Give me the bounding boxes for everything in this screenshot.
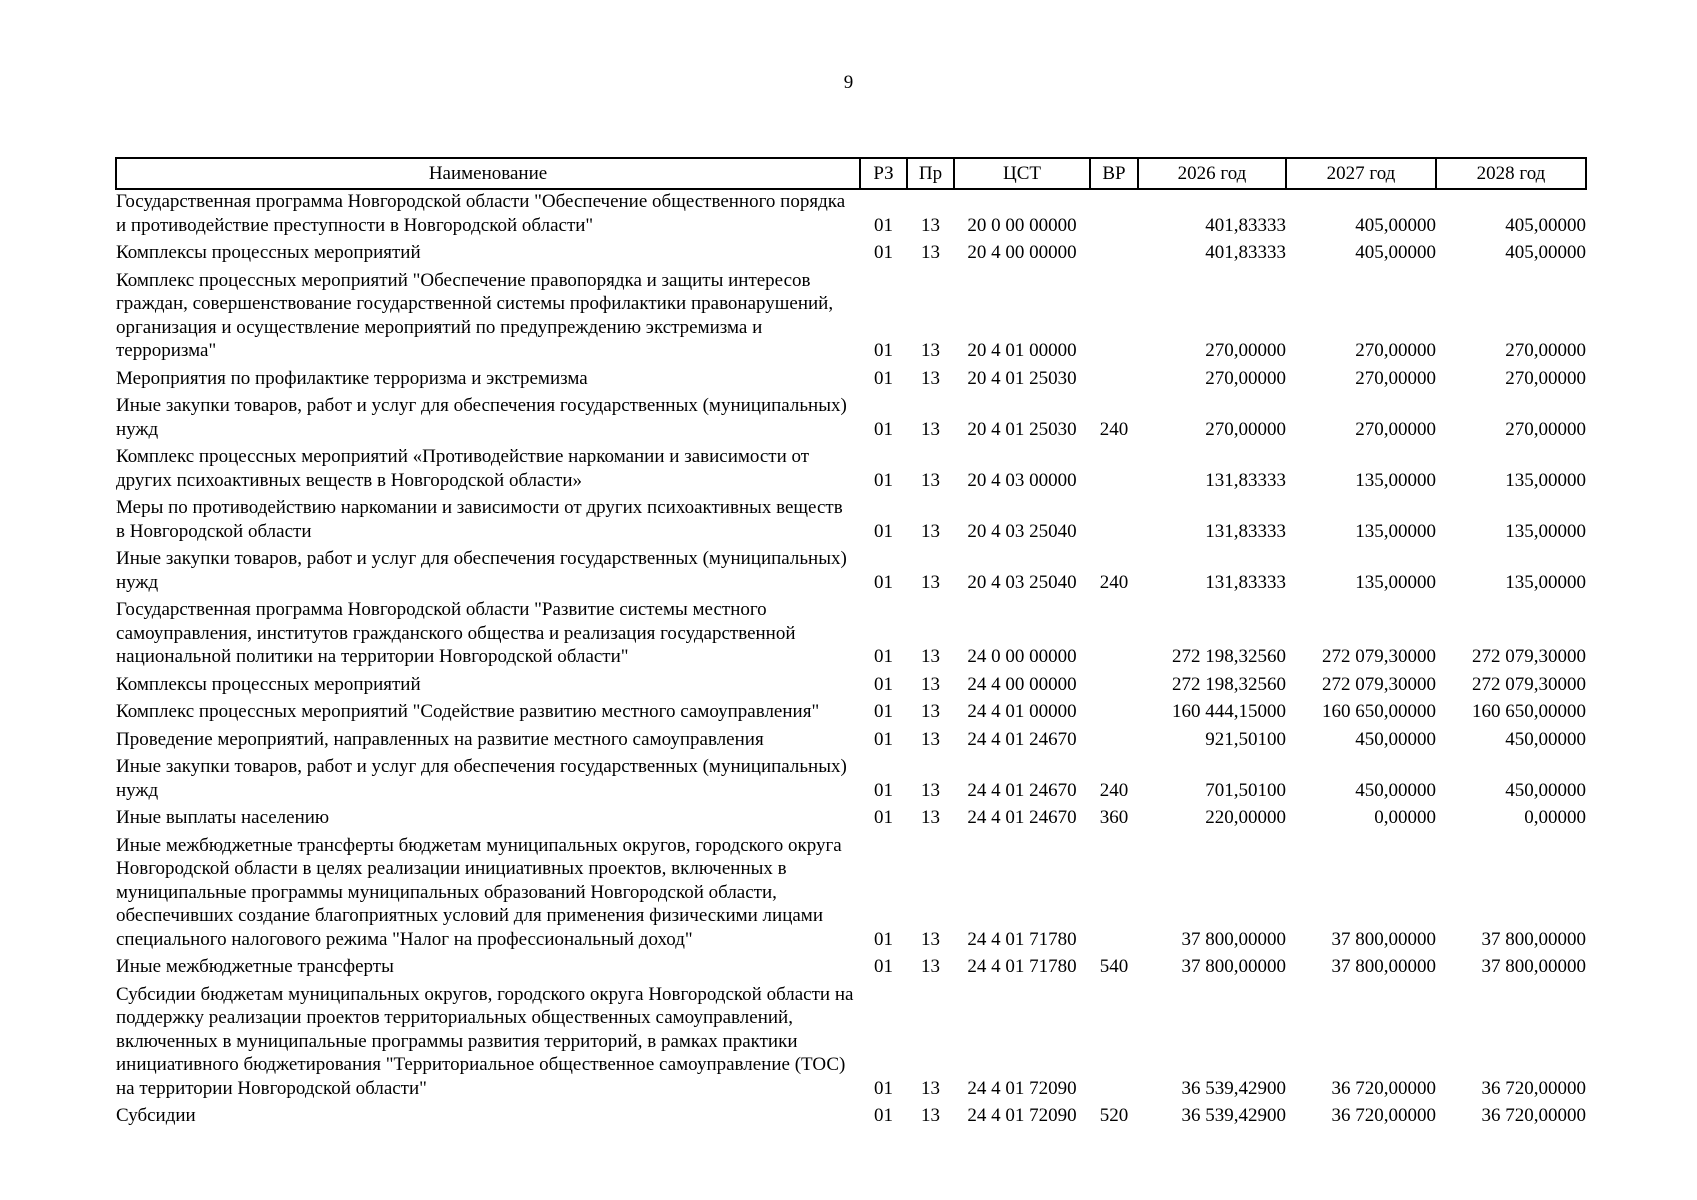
cell-vr: [1090, 269, 1138, 367]
table-row: [116, 445, 1586, 496]
cell-name: Иные выплаты населению: [116, 807, 330, 828]
table-row: [116, 755, 1586, 806]
cell-2028: 0,00000: [1524, 807, 1586, 828]
cell-2027: 450,00000: [1355, 728, 1436, 750]
cell-cst: 24 4 01 72090: [967, 1077, 1077, 1099]
cell-2028: 272 079,30000: [1472, 646, 1586, 667]
cell-rz: 01: [874, 571, 893, 593]
cell-2026: 401,83333: [1205, 214, 1286, 236]
cell-vr: [1090, 367, 1138, 395]
cell-2027: 450,00000: [1355, 779, 1436, 801]
cell-2027: 135,00000: [1355, 520, 1436, 542]
cell-2028: 270,00000: [1505, 340, 1586, 361]
cell-vr: [1090, 700, 1138, 728]
cell-2026: 160 444,15000: [1172, 701, 1286, 722]
cell-2027: 270,00000: [1355, 367, 1436, 389]
cell-2026: 272 198,32560: [1172, 646, 1286, 667]
table-row: [116, 241, 1586, 269]
cell-pr: 13: [921, 646, 940, 667]
cell-2027: 37 800,00000: [1331, 928, 1436, 950]
cell-rz: 01: [874, 1077, 893, 1099]
cell-cst: 24 4 01 00000: [967, 701, 1077, 722]
cell-pr: 13: [921, 673, 940, 695]
cell-2028: 405,00000: [1505, 242, 1586, 263]
header-pr: Пр: [907, 158, 954, 189]
cell-name: Субсидии: [116, 1105, 196, 1126]
cell-2027: 272 079,30000: [1322, 673, 1436, 695]
header-row: [116, 158, 1586, 189]
cell-2026: 272 198,32560: [1172, 673, 1286, 695]
cell-name: Комплекс процессных мероприятий "Обеспечение правопорядка и защиты интересов граждан, совершенствование государственной системы профилактики правонарушений, организация и осуществление мероприятий по предупреждению экстремизма и терроризма": [116, 269, 834, 361]
cell-pr: 13: [921, 728, 940, 750]
cell-2026: 131,83333: [1205, 571, 1286, 593]
header-rz: РЗ: [860, 158, 907, 189]
table-row: [116, 983, 1586, 1105]
cell-name: Мероприятия по профилактике терроризма и экстремизма: [116, 367, 588, 389]
cell-name: Меры по противодействию наркомании и зависимости от других психоактивных веществ в Новгородской области: [116, 497, 843, 542]
table-row: [116, 806, 1586, 834]
cell-pr: 13: [921, 242, 940, 263]
cell-2028: 36 720,00000: [1481, 1077, 1586, 1099]
cell-cst: 20 0 00 00000: [967, 214, 1077, 236]
cell-rz: 01: [874, 673, 893, 695]
cell-2026: 36 539,42900: [1181, 1105, 1286, 1126]
cell-vr: 540: [1099, 956, 1129, 977]
cell-pr: 13: [921, 928, 940, 950]
cell-2027: 36 720,00000: [1331, 1105, 1436, 1126]
cell-cst: 24 4 01 24670: [967, 779, 1077, 801]
cell-vr: [1090, 983, 1138, 1105]
cell-cst: 20 4 00 00000: [967, 242, 1077, 263]
cell-pr: 13: [921, 807, 940, 828]
cell-2028: 37 800,00000: [1481, 928, 1586, 950]
cell-name: Иные закупки товаров, работ и услуг для обеспечения государственных (муниципальных) нужд: [116, 395, 847, 440]
cell-rz: 01: [874, 728, 893, 750]
cell-cst: 24 4 00 00000: [967, 673, 1077, 695]
cell-name: Комплекс процессных мероприятий «Противодействие наркомании и зависимости от других психоактивных веществ в Новгородской области»: [116, 446, 810, 491]
cell-name: Иные межбюджетные трансферты бюджетам муниципальных округов, городского округа Новгородской области в целях реализации инициативных проектов, включенных в муниципальные программы муниципальных образований Новгородской области, обеспечивших создание благоприятных условий для применения физическими лицами специального налогового режима "Налог на профессиональный доход": [116, 834, 842, 950]
cell-rz: 01: [874, 701, 893, 722]
budget-table: [115, 157, 1587, 1132]
table-header: [116, 158, 1586, 189]
cell-pr: 13: [921, 779, 940, 801]
cell-2027: 270,00000: [1355, 418, 1436, 440]
table-row: [116, 673, 1586, 701]
cell-vr: [1090, 241, 1138, 269]
cell-2026: 701,50100: [1205, 779, 1286, 801]
cell-rz: 01: [874, 367, 893, 389]
cell-cst: 20 4 03 00000: [967, 469, 1077, 491]
table-row: [116, 834, 1586, 956]
page-number: 9: [843, 72, 854, 93]
header-name: Наименование: [116, 158, 860, 189]
cell-2026: 220,00000: [1205, 807, 1286, 828]
cell-cst: 20 4 03 25040: [967, 571, 1077, 593]
table-row: [116, 367, 1586, 395]
cell-vr: 240: [1099, 418, 1129, 440]
cell-2028: 270,00000: [1505, 418, 1586, 440]
cell-2026: 37 800,00000: [1181, 956, 1286, 977]
cell-pr: 13: [921, 469, 940, 491]
header-2027: 2027 год: [1286, 158, 1436, 189]
cell-vr: [1090, 598, 1138, 673]
cell-pr: 13: [921, 701, 940, 722]
cell-name: Иные межбюджетные трансферты: [116, 956, 394, 977]
cell-pr: 13: [921, 367, 940, 389]
cell-pr: 13: [921, 418, 940, 440]
cell-vr: [1090, 189, 1138, 241]
cell-cst: 24 4 01 24670: [967, 728, 1077, 750]
cell-2028: 270,00000: [1505, 367, 1586, 389]
cell-2027: 405,00000: [1355, 214, 1436, 236]
cell-pr: 13: [921, 340, 940, 361]
cell-cst: 24 4 01 71780: [967, 956, 1077, 977]
cell-2028: 272 079,30000: [1472, 673, 1586, 695]
cell-rz: 01: [874, 520, 893, 542]
cell-rz: 01: [874, 956, 893, 977]
cell-2026: 270,00000: [1205, 367, 1286, 389]
cell-rz: 01: [874, 1105, 893, 1126]
cell-2027: 405,00000: [1355, 242, 1436, 263]
cell-rz: 01: [874, 646, 893, 667]
cell-2027: 135,00000: [1355, 571, 1436, 593]
cell-vr: 240: [1099, 571, 1129, 593]
cell-2027: 272 079,30000: [1322, 646, 1436, 667]
cell-vr: [1090, 496, 1138, 547]
cell-cst: 20 4 01 25030: [967, 418, 1077, 440]
cell-cst: 20 4 01 00000: [967, 340, 1077, 361]
cell-2026: 131,83333: [1205, 520, 1286, 542]
cell-vr: 240: [1099, 779, 1129, 801]
table-row: [116, 269, 1586, 367]
cell-2026: 131,83333: [1205, 469, 1286, 491]
cell-rz: 01: [874, 779, 893, 801]
cell-2026: 270,00000: [1205, 418, 1286, 440]
table-row: [116, 598, 1586, 673]
cell-2028: 37 800,00000: [1481, 956, 1586, 977]
cell-2026: 37 800,00000: [1181, 928, 1286, 950]
cell-rz: 01: [874, 807, 893, 828]
header-2028: 2028 год: [1436, 158, 1586, 189]
cell-pr: 13: [921, 571, 940, 593]
cell-2026: 921,50100: [1205, 728, 1286, 750]
table-row: [116, 955, 1586, 983]
cell-2027: 160 650,00000: [1322, 701, 1436, 722]
cell-vr: 520: [1099, 1105, 1129, 1126]
table-row: [116, 189, 1586, 241]
header-2026: 2026 год: [1138, 158, 1286, 189]
table-row: [116, 394, 1586, 445]
header-cst: ЦСТ: [954, 158, 1090, 189]
cell-2028: 450,00000: [1505, 779, 1586, 801]
header-vr: ВР: [1090, 158, 1138, 189]
cell-2027: 135,00000: [1355, 469, 1436, 491]
cell-2028: 135,00000: [1505, 571, 1586, 593]
cell-cst: 24 4 01 72090: [967, 1105, 1077, 1126]
cell-vr: [1090, 834, 1138, 956]
cell-cst: 20 4 03 25040: [967, 520, 1077, 542]
cell-pr: 13: [921, 956, 940, 977]
cell-cst: 24 0 00 00000: [967, 646, 1077, 667]
cell-vr: [1090, 445, 1138, 496]
cell-2027: 36 720,00000: [1331, 1077, 1436, 1099]
cell-name: Комплекс процессных мероприятий "Содействие развитию местного самоуправления": [116, 701, 820, 722]
cell-vr: 360: [1099, 807, 1129, 828]
table-row: [116, 728, 1586, 756]
cell-2028: 450,00000: [1505, 728, 1586, 750]
cell-pr: 13: [921, 1077, 940, 1099]
cell-2028: 160 650,00000: [1472, 701, 1586, 722]
cell-2028: 405,00000: [1505, 214, 1586, 236]
cell-2027: 0,00000: [1374, 807, 1436, 828]
cell-name: Комплексы процессных мероприятий: [116, 242, 421, 263]
cell-2026: 270,00000: [1205, 340, 1286, 361]
cell-cst: 20 4 01 25030: [967, 367, 1077, 389]
cell-name: Субсидии бюджетам муниципальных округов, городского округа Новгородской области на поддержку реализации проектов территориальных общественных самоуправлений, включенных в муниципальные программы развития территорий, в рамках практики инициативного бюджетирования "Территориальное общественное самоуправление (ТОС) на территории Новгородской области": [116, 983, 854, 1099]
cell-vr: [1090, 728, 1138, 756]
cell-name: Государственная программа Новгородской области "Обеспечение общественного порядка и противодействие преступности в Новгородской области": [116, 191, 846, 236]
table-row: [116, 496, 1586, 547]
cell-name: Проведение мероприятий, направленных на развитие местного самоуправления: [116, 728, 764, 750]
cell-name: Комплексы процессных мероприятий: [116, 673, 421, 695]
cell-name: Иные закупки товаров, работ и услуг для обеспечения государственных (муниципальных) нужд: [116, 756, 847, 801]
cell-cst: 24 4 01 71780: [967, 928, 1077, 950]
cell-2028: 36 720,00000: [1481, 1105, 1586, 1126]
table-row: [116, 700, 1586, 728]
cell-pr: 13: [921, 1105, 940, 1126]
table-row: [116, 547, 1586, 598]
cell-rz: 01: [874, 418, 893, 440]
cell-name: Государственная программа Новгородской области "Развитие системы местного самоуправления, институтов гражданского общества и реализация государственной национальной политики на территории Новгородской области": [116, 599, 796, 667]
cell-2027: 37 800,00000: [1331, 956, 1436, 977]
cell-name: Иные закупки товаров, работ и услуг для обеспечения государственных (муниципальных) нужд: [116, 548, 847, 593]
cell-2028: 135,00000: [1505, 520, 1586, 542]
cell-2028: 135,00000: [1505, 469, 1586, 491]
cell-2026: 36 539,42900: [1181, 1077, 1286, 1099]
cell-cst: 24 4 01 24670: [967, 807, 1077, 828]
table-row: [116, 1104, 1586, 1132]
cell-rz: 01: [874, 469, 893, 491]
cell-rz: 01: [874, 340, 893, 361]
table-body: [116, 189, 1586, 1132]
cell-pr: 13: [921, 520, 940, 542]
cell-rz: 01: [874, 214, 893, 236]
cell-2027: 270,00000: [1355, 340, 1436, 361]
cell-vr: [1090, 673, 1138, 701]
cell-rz: 01: [874, 242, 893, 263]
cell-pr: 13: [921, 214, 940, 236]
cell-rz: 01: [874, 928, 893, 950]
cell-2026: 401,83333: [1205, 242, 1286, 263]
